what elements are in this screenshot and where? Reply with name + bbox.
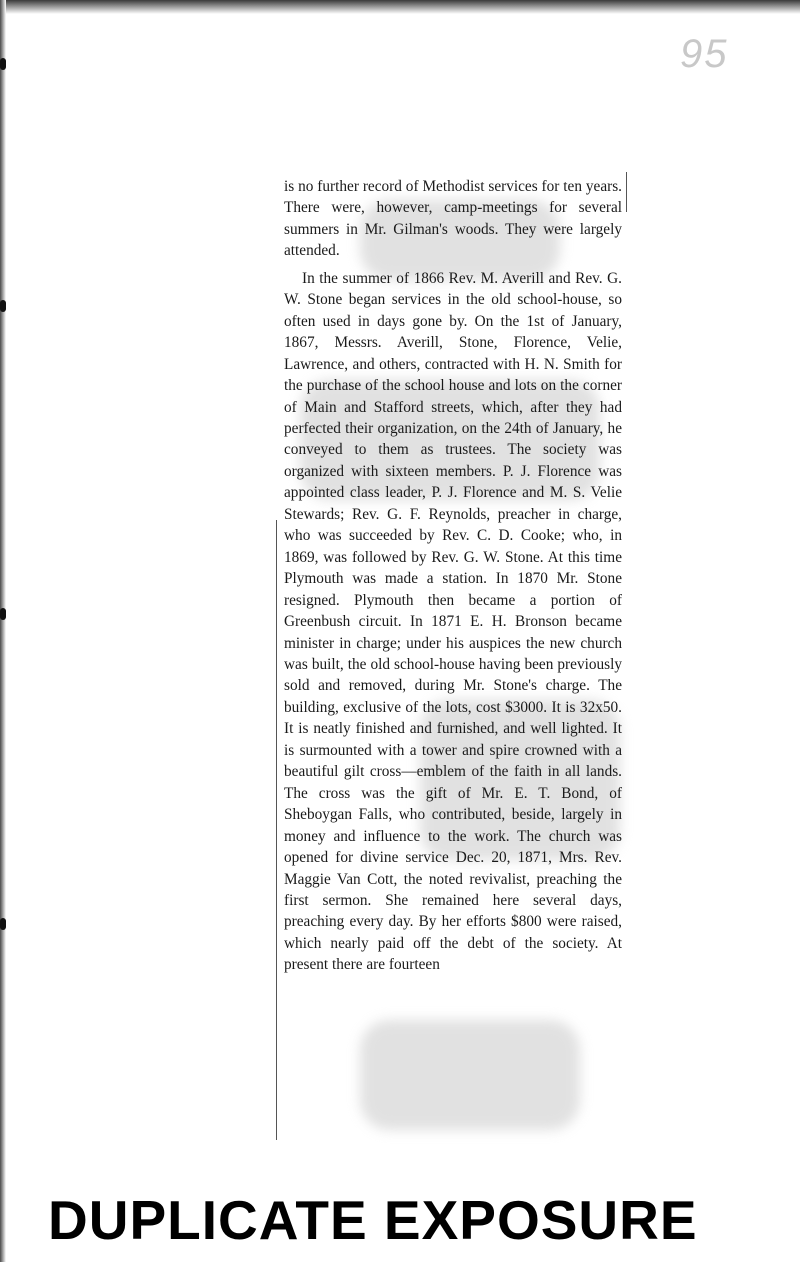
margin-mark [0,300,6,312]
film-frame-left-edge [0,0,6,1262]
article-text [284,176,622,976]
exposure-shadow [360,1020,580,1130]
article-paragraph: In the summer of 1866 Rev. M. Averill and Rev. G. W. Stone began services in the old school-house, so often used in days gone by. On the 1st of January, 1867, Messrs. Averill, Stone, Florence, Velie, Lawrence, and others, contracted with H. N. Smith for the purchase of the school house and lots on the corner of Main and Stafford streets, which, after they had perfected their organization, on the 24th of January, he conveyed to them as trustees. The society was organized with sixteen members. P. J. Florence was appointed class leader, P. J. Florence and M. S. Velie Stewards; Rev. G. F. Reynolds, preacher in charge, who was succeeded by Rev. C. D. Cooke; who, in 1869, was followed by Rev. G. W. Stone. At this time Plymouth was made a station. In 1870 Mr. Stone resigned. Plymouth then became a portion of Greenbush circuit. In 1871 E. H. Bronson became minister in charge; under his auspices the new church was built, the old school-house having been previously sold and removed, during Mr. Stone's charge. The building, exclusive of the lots, cost $3000. It is 32x50. It is neatly finished and furnished, and well lighted. It is surmounted with a tower and spire crowned with a beautiful gilt cross—emblem of the faith in all lands. The cross was the gift of Mr. E. T. Bond, of Sheboygan Falls, who contributed, beside, largely in money and influence to the work. The church was opened for divine service Dec. 20, 1871, Mrs. Rev. Maggie Van Cott, the noted revivalist, preaching the first sermon. She remained here several days, preaching every day. By her efforts $800 were raised, which nearly paid off the debt of the society. At present there are fourteen [284,269,622,974]
margin-mark [0,918,6,930]
article-paragraph: is no further record of Methodist services for ten years. There were, however, camp-meetings for several summers in Mr. Gilman's woods. They were largely attended. [284,178,622,260]
column-rule [276,520,277,1140]
film-frame-top-edge [0,0,800,14]
page-number: 95 [680,32,729,76]
duplicate-exposure-stamp: DUPLICATE EXPOSURE [48,1189,698,1251]
column-rule [626,172,627,212]
margin-mark [0,58,6,70]
margin-mark [0,608,6,620]
